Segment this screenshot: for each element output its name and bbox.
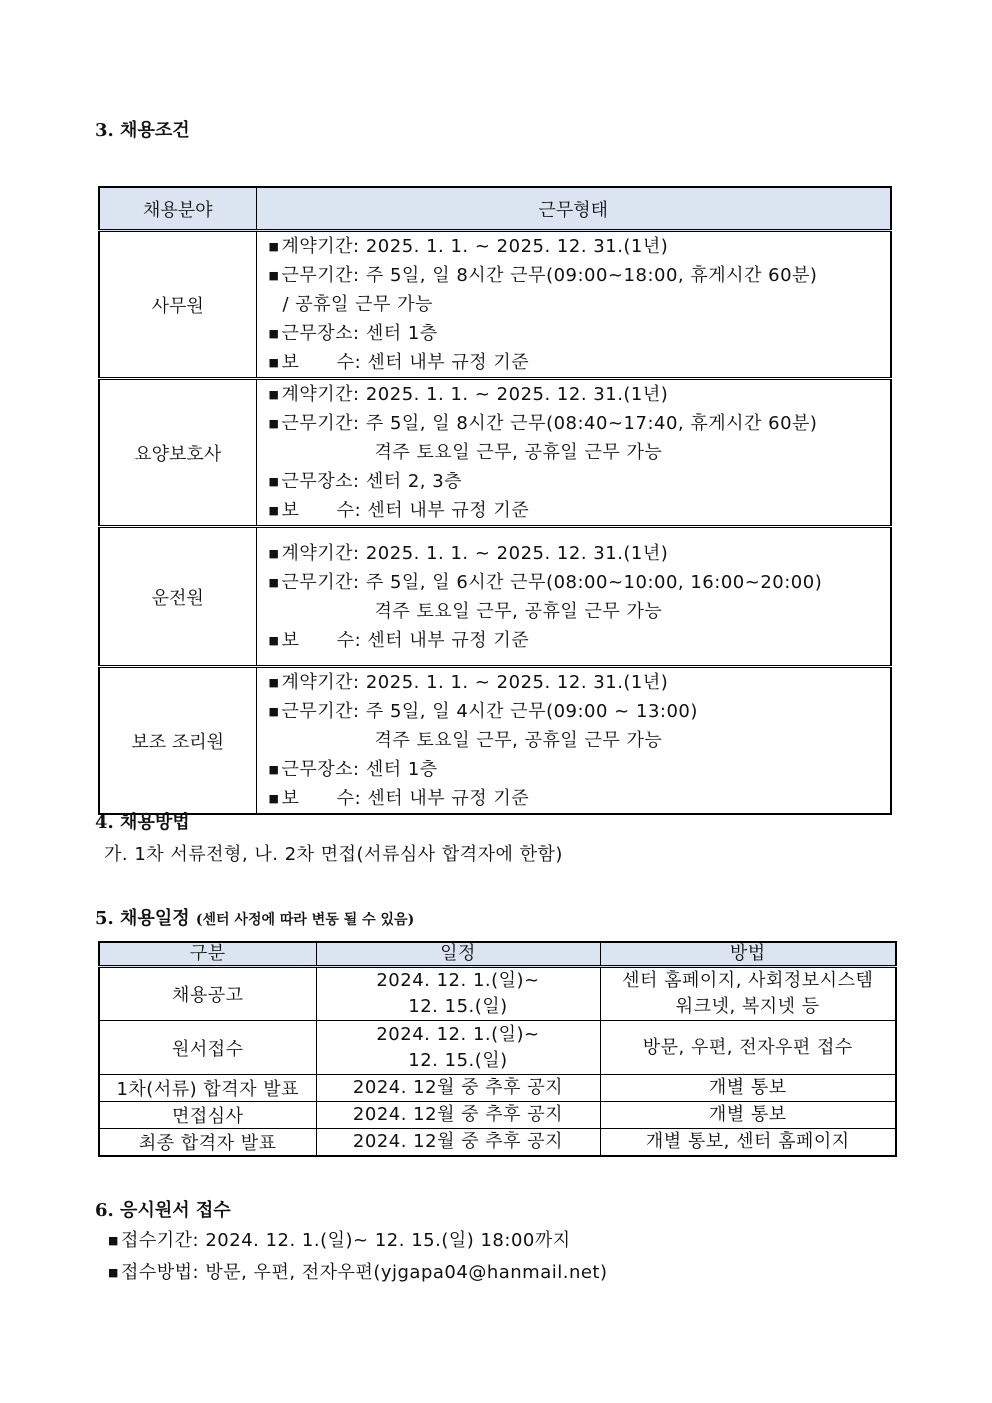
detail-cell [256,231,891,379]
detail-line [269,726,891,755]
application-method-text: 접수방법: 방문, 우편, 전자우편(yjgapa04@hanmail.net) [121,1262,608,1283]
category-cell: 원서접수 [99,1021,316,1075]
table-row [99,231,891,379]
application-period-text: 접수기간: 2024. 12. 1.(일)~ 12. 15.(일) 18:00까지 [121,1230,571,1251]
black-square-bullet-icon: ■ [268,792,280,805]
black-square-bullet-icon: ■ [268,633,280,647]
recruitment-schedule-table [98,941,897,1157]
table-row [99,967,896,1021]
detail-line-text: 근무장소: 센터 1층 [281,323,438,344]
detail-line-text: 격주 토요일 근무, 공휴일 근무 가능 [374,600,663,622]
schedule-cell-line: 2024. 12. 1.(일)~ [376,970,540,991]
field-cell: 요양보호사 [99,379,256,527]
detail-line-text: 보 수: 센터 내부 규정 기준 [281,629,530,651]
table-row [99,667,891,815]
schedule-cell-line: 12. 15.(일) [408,996,508,1017]
method-cell [600,1075,896,1102]
header-schedule: 일정 [316,942,600,967]
table-row [99,527,891,667]
detail-line [269,539,891,568]
detail-line [269,290,891,319]
schedule-cell-line: 2024. 12월 중 추후 공지 [352,1104,564,1125]
detail-cell [256,379,891,527]
black-square-bullet-icon: ■ [268,475,280,488]
schedule-cell-line: 2024. 12월 중 추후 공지 [352,1077,564,1098]
recruitment-method-text: 가. 1차 서류전형, 나. 2차 면접(서류심사 합격자에 한함) [104,844,563,865]
schedule-cell [316,1129,600,1157]
section4-title: 4. 채용방법 [95,812,190,833]
detail-cell [256,667,891,815]
detail-line-text: 계약기간: 2025. 1. 1. ~ 2025. 12. 31.(1년) [281,672,669,693]
schedule-cell-line: 12. 15.(일) [408,1049,508,1071]
schedule-cell [316,1102,600,1129]
detail-line [269,668,891,697]
detail-line [269,568,891,597]
category-cell: 1차(서류) 합격자 발표 [99,1075,316,1102]
category-cell: 최종 합격자 발표 [99,1129,316,1157]
method-cell-line: 방문, 우편, 전자우편 접수 [642,1036,853,1058]
black-square-bullet-icon: ■ [108,1266,119,1279]
section5-note: (센터 사정에 따라 변동 될 수 있음) [195,912,415,928]
detail-line-text: 보 수: 센터 내부 규정 기준 [281,788,530,809]
detail-line [269,597,891,626]
header-field: 채용분야 [99,187,256,231]
black-square-bullet-icon: ■ [268,575,280,589]
application-method [108,1258,608,1284]
header-work-type: 근무형태 [256,187,891,231]
method-cell-line: 개별 통보, 센터 홈페이지 [645,1131,850,1152]
detail-line [269,496,891,525]
detail-line [269,467,891,496]
detail-line-text: 근무기간: 주 5일, 일 6시간 근무(08:00~10:00, 16:00~20:00) [281,571,823,593]
detail-line-text: 근무장소: 센터 2, 3층 [281,471,463,492]
detail-line-text: 계약기간: 2025. 1. 1. ~ 2025. 12. 31.(1년) [281,236,669,257]
detail-line-text: 근무기간: 주 5일, 일 8시간 근무(08:40~17:40, 휴게시간 60분) [281,413,818,434]
black-square-bullet-icon: ■ [268,763,280,776]
field-cell: 사무원 [99,231,256,379]
field-cell: 보조 조리원 [99,667,256,815]
method-cell-line: 센터 홈페이지, 사회정보시스템 [622,970,874,991]
section3-title: 3. 채용조건 [95,120,190,141]
method-cell [600,1129,896,1157]
schedule-cell [316,1021,600,1075]
detail-line-text: 계약기간: 2025. 1. 1. ~ 2025. 12. 31.(1년) [281,542,669,564]
detail-line [269,409,891,438]
field-cell: 운전원 [99,527,256,667]
section6-title: 6. 응시원서 접수 [95,1200,231,1221]
detail-line [269,348,891,377]
detail-line-text: / 공휴일 근무 가능 [282,294,433,315]
schedule-cell [316,967,600,1021]
schedule-cell [316,1075,600,1102]
black-square-bullet-icon: ■ [268,269,280,282]
black-square-bullet-icon: ■ [268,417,280,430]
method-cell-line: 개별 통보 [708,1077,787,1098]
black-square-bullet-icon: ■ [268,327,280,340]
detail-cell [256,527,891,667]
black-square-bullet-icon: ■ [268,504,280,517]
black-square-bullet-icon: ■ [268,388,280,401]
table-header-row [99,187,891,231]
detail-line [269,755,891,784]
detail-line [269,319,891,348]
detail-line-text: 근무기간: 주 5일, 일 4시간 근무(09:00 ~ 13:00) [281,701,698,722]
table-header-row [99,942,896,967]
detail-line-text: 보 수: 센터 내부 규정 기준 [281,500,530,521]
black-square-bullet-icon: ■ [268,356,280,369]
detail-line-text: 근무기간: 주 5일, 일 8시간 근무(09:00~18:00, 휴게시간 60분) [281,265,818,286]
detail-line [269,784,891,813]
detail-line [269,697,891,726]
table-row [99,379,891,527]
table-row [99,1102,896,1129]
schedule-cell-line: 2024. 12. 1.(일)~ [376,1023,540,1045]
detail-line-text: 격주 토요일 근무, 공휴일 근무 가능 [374,730,663,751]
method-cell-line: 워크넷, 복지넷 등 [675,996,820,1017]
black-square-bullet-icon: ■ [268,240,280,253]
schedule-cell-line: 2024. 12월 중 추후 공지 [352,1131,564,1152]
method-cell [600,1102,896,1129]
section5-title [95,904,414,930]
detail-line-text: 격주 토요일 근무, 공휴일 근무 가능 [374,442,663,463]
black-square-bullet-icon: ■ [268,705,280,718]
category-cell: 면접심사 [99,1102,316,1129]
category-cell: 채용공고 [99,967,316,1021]
method-cell [600,967,896,1021]
black-square-bullet-icon: ■ [108,1234,119,1247]
employment-conditions-table [98,186,892,815]
black-square-bullet-icon: ■ [268,546,280,560]
application-period [108,1226,571,1252]
detail-line [269,380,891,409]
table-row [99,1021,896,1075]
section5-title-text: 5. 채용일정 [95,908,190,929]
table-row [99,1075,896,1102]
black-square-bullet-icon: ■ [268,676,280,689]
detail-line [269,438,891,467]
detail-line-text: 보 수: 센터 내부 규정 기준 [281,352,530,373]
header-method: 방법 [600,942,896,967]
detail-line-text: 계약기간: 2025. 1. 1. ~ 2025. 12. 31.(1년) [281,384,669,405]
table-row [99,1129,896,1157]
detail-line [269,626,891,655]
header-category: 구분 [99,942,316,967]
method-cell-line: 개별 통보 [708,1104,787,1125]
detail-line [269,261,891,290]
detail-line [269,232,891,261]
method-cell [600,1021,896,1075]
detail-line-text: 근무장소: 센터 1층 [281,759,438,780]
